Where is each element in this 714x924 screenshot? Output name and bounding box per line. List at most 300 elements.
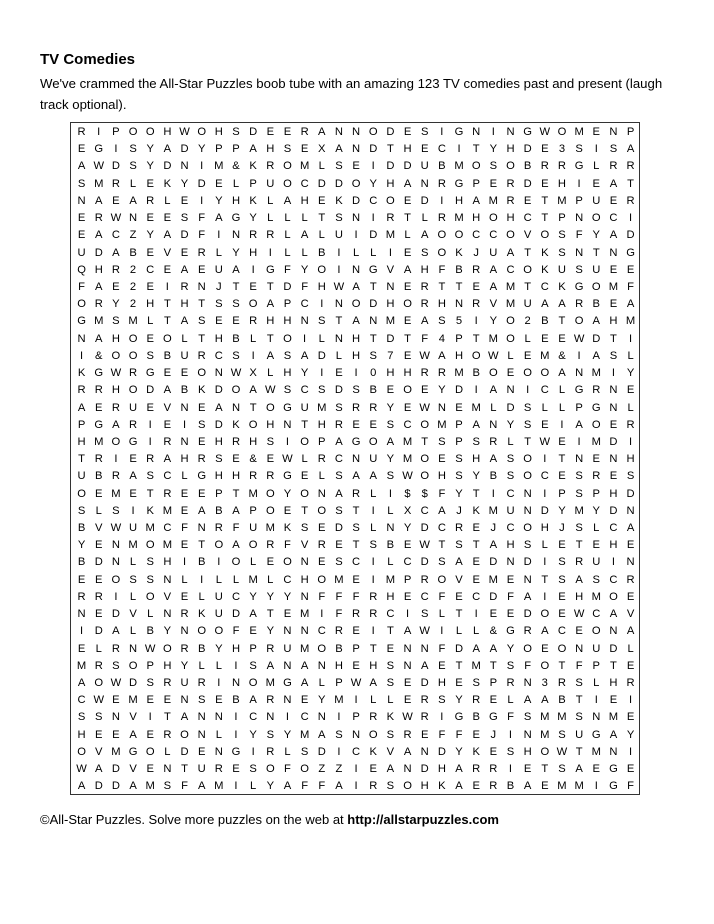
grid-cell: E [403,349,412,362]
grid-cell: & [558,349,566,362]
grid-cell: N [283,625,292,638]
grid-cell: A [95,332,103,345]
grid-cell: M [402,453,413,466]
grid-cell: L [129,556,137,569]
grid-cell: M [317,401,327,414]
grid-cell: T [266,280,274,293]
grid-cell: O [163,332,172,345]
grid-row [71,313,639,330]
grid-cell: S [558,246,566,259]
grid-cell: P [249,504,257,517]
grid-cell: H [609,539,618,552]
grid-cell: N [626,556,635,569]
grid-cell: S [558,229,566,242]
grid-cell: M [454,367,464,380]
grid-cell: R [111,470,120,483]
grid-cell: O [403,780,412,793]
grid-cell: M [265,522,275,535]
grid-cell: B [523,160,532,173]
grid-cell: I [594,780,598,793]
grid-cell: Y [369,177,377,190]
grid-cell: A [541,625,549,638]
grid-cell: L [95,642,102,655]
grid-cell: O [437,229,447,242]
grid-cell: M [385,315,396,328]
grid-cell: M [488,573,498,586]
grid-cell: E [438,453,446,466]
grid-cell: D [420,556,429,569]
grid-cell: E [232,453,240,466]
grid-cell: S [575,470,583,483]
grid-cell: S [420,126,429,138]
grid-cell: H [283,367,292,380]
grid-cell: G [574,160,584,173]
grid-cell: O [265,487,275,500]
grid-cell: O [163,642,172,655]
grid-cell: F [507,590,514,603]
grid-cell: O [214,539,224,552]
grid-cell: O [197,625,207,638]
grid-cell: E [180,487,189,500]
grid-cell: V [626,608,635,621]
grid-cell: I [354,229,358,242]
grid-cell: H [163,556,172,569]
grid-cell: F [284,763,291,776]
grid-cell: D [369,143,378,156]
grid-cell: R [111,177,120,190]
grid-cell: A [558,367,566,380]
grid-cell: L [593,677,600,689]
grid-cell: R [369,780,378,793]
grid-cell: A [232,504,240,517]
grid-cell: R [77,126,86,138]
grid-cell: E [369,763,377,776]
grid-cell: S [455,453,463,466]
grid-cell: R [111,263,120,276]
grid-cell: I [182,556,187,569]
grid-cell: J [456,504,462,517]
grid-cell: S [558,763,566,776]
grid-cell: D [437,745,446,758]
footer-link[interactable]: http://allstarpuzzles.com [347,812,499,827]
grid-cell: E [95,608,103,621]
grid-cell: I [354,367,358,380]
grid-cell: I [508,763,513,776]
grid-cell: A [197,504,206,517]
grid-cell: M [111,745,121,758]
grid-cell: W [419,539,430,552]
grid-cell: F [301,280,309,293]
grid-cell: O [77,745,86,758]
grid-cell: Y [489,143,498,156]
grid-row [71,348,639,365]
grid-cell: H [523,745,532,758]
grid-cell: E [95,573,103,586]
grid-cell: I [200,194,204,207]
grid-cell: N [163,763,172,776]
grid-cell: 3 [541,677,548,689]
grid-cell: P [472,177,480,190]
grid-cell: H [334,659,343,672]
grid-cell: T [558,315,566,328]
grid-cell: E [403,401,412,414]
grid-cell: B [489,470,498,483]
grid-cell: N [214,367,223,380]
grid-cell: E [283,126,292,138]
grid-cell: N [609,401,618,414]
grid-cell: C [592,608,601,621]
grid-cell: V [386,745,395,758]
grid-cell: Y [283,590,292,603]
grid-cell: E [455,677,463,689]
grid-cell: O [557,126,567,138]
grid-cell: O [111,573,121,586]
grid-cell: U [129,401,138,414]
grid-cell: U [180,349,189,362]
grid-cell: I [234,659,238,672]
grid-cell: Y [77,539,86,552]
grid-cell: L [558,401,566,414]
grid-cell: 2 [129,280,137,293]
grid-cell: N [334,332,343,345]
grid-cell: P [558,487,566,500]
grid-cell: R [249,229,258,242]
grid-cell: A [626,625,635,638]
grid-cell: R [575,556,584,569]
grid-cell: C [300,711,309,724]
grid-cell: E [626,539,635,552]
grid-cell: R [334,625,343,638]
grid-cell: T [524,246,532,259]
grid-cell: U [592,642,601,655]
grid-cell: M [334,573,344,586]
grid-cell: H [111,384,120,397]
grid-cell: L [387,694,394,707]
grid-cell: E [283,608,292,621]
grid-cell: U [214,608,223,621]
grid-cell: I [611,367,615,380]
grid-cell: A [541,694,549,707]
grid-cell: L [473,625,480,638]
grid-cell: E [95,539,103,552]
grid-cell: R [249,470,258,483]
grid-cell: T [421,435,429,448]
grid-cell: E [266,556,275,569]
grid-cell: E [129,487,137,500]
grid-row [71,331,639,348]
grid-cell: G [609,763,618,776]
grid-cell: D [369,229,378,242]
grid-cell: A [77,677,86,689]
grid-cell: I [629,332,633,345]
grid-cell: O [128,349,138,362]
grid-cell: I [80,349,84,362]
grid-cell: D [523,177,532,190]
grid-cell: S [438,556,446,569]
grid-cell: E [386,384,395,397]
grid-cell: T [524,280,532,293]
grid-cell: A [249,143,257,156]
grid-cell: K [335,194,343,207]
grid-cell: B [232,694,240,707]
grid-cell: Z [318,763,326,776]
grid-cell: D [609,435,618,448]
grid-cell: T [524,435,532,448]
grid-cell: G [128,745,138,758]
grid-cell: V [95,745,103,758]
grid-cell: V [163,401,172,414]
grid-cell: W [110,212,122,225]
grid-cell: L [250,332,257,345]
grid-cell: S [77,177,86,190]
grid-cell: N [77,332,86,345]
grid-cell: D [420,763,429,776]
grid-cell: M [471,659,481,672]
grid-cell: Y [455,745,463,758]
grid-cell: S [558,556,566,569]
grid-cell: R [369,590,378,603]
grid-cell: A [489,263,498,276]
grid-cell: D [214,418,223,431]
grid-cell: R [592,470,601,483]
grid-cell: K [386,711,395,724]
grid-cell: D [489,556,498,569]
grid-cell: T [352,539,360,552]
grid-cell: A [506,246,515,259]
grid-cell: T [610,332,617,345]
grid-cell: F [438,642,446,655]
grid-cell: R [317,453,326,466]
grid-cell: O [265,401,275,414]
grid-cell: W [282,453,293,466]
footer-text: ©All-Star Puzzles. Solve more puzzles on the web at [40,812,348,827]
grid-cell: R [146,194,155,207]
grid-cell: S [318,315,326,328]
grid-cell: A [626,298,635,311]
grid-cell: T [232,487,240,500]
grid-cell: S [335,401,343,414]
grid-cell: O [128,384,138,397]
grid-cell: W [556,745,568,758]
grid-cell: E [609,418,618,431]
grid-cell: A [489,453,498,466]
grid-cell: N [266,711,275,724]
grid-cell: A [180,315,189,328]
grid-cell: L [250,780,257,793]
grid-cell: S [420,246,429,259]
grid-cell: M [248,573,258,586]
grid-cell: 4 [438,332,445,345]
grid-cell: R [197,677,206,689]
grid-cell: N [609,126,618,138]
grid-cell: O [197,126,207,138]
grid-cell: N [300,590,309,603]
grid-cell: A [455,556,463,569]
grid-cell: A [232,263,240,276]
grid-cell: P [455,435,463,448]
grid-cell: C [609,573,618,586]
grid-cell: E [420,728,429,741]
grid-row [71,486,639,503]
grid-cell: R [626,573,635,586]
grid-cell: C [506,487,515,500]
grid-cell: A [386,435,395,448]
grid-cell: E [112,728,120,741]
grid-cell: L [370,487,377,500]
grid-cell: S [335,470,343,483]
grid-cell: L [593,522,600,535]
grid-cell: U [523,298,532,311]
grid-cell: W [93,694,105,707]
grid-cell: H [437,677,446,689]
grid-row [71,434,639,451]
grid-row [71,692,639,709]
grid-cell: S [215,453,223,466]
grid-cell: E [95,728,103,741]
grid-cell: E [592,453,600,466]
grid-cell: U [214,590,223,603]
grid-cell: H [214,470,223,483]
grid-cell: O [437,246,447,259]
grid-cell: R [369,401,378,414]
grid-cell: M [557,194,567,207]
grid-cell: A [575,573,583,586]
grid-cell: N [180,401,189,414]
grid-cell: P [249,642,257,655]
grid-cell: A [163,143,172,156]
grid-cell: N [283,659,292,672]
grid-cell: R [437,177,446,190]
grid-cell: O [506,315,515,328]
grid-cell: M [299,160,310,173]
grid-cell: C [609,522,618,535]
grid-cell: L [627,401,634,414]
grid-cell: I [354,780,358,793]
grid-cell: I [594,694,598,707]
grid-cell: N [231,229,241,242]
grid-cell: H [214,126,223,138]
grid-cell: A [386,763,395,776]
grid-cell: S [335,212,343,225]
grid-cell: O [111,435,121,448]
grid-cell: T [163,315,171,328]
grid-cell: V [523,229,532,242]
grid-cell: I [594,143,598,156]
grid-cell: K [77,367,86,380]
grid-cell: & [249,453,257,466]
word-search-grid [70,122,640,795]
grid-cell: V [129,608,137,621]
grid-cell: I [303,332,307,345]
grid-cell: N [420,745,429,758]
grid-cell: S [386,418,395,431]
grid-cell: A [335,143,343,156]
grid-cell: 5 [455,315,463,328]
grid-cell: N [523,487,532,500]
grid-row [71,658,639,675]
grid-cell: L [198,590,205,603]
grid-cell: D [317,177,326,190]
grid-cell: C [300,298,309,311]
grid-cell: F [198,212,206,225]
grid-row [71,262,639,279]
grid-cell: F [507,711,514,724]
grid-cell: C [472,229,481,242]
grid-cell: T [78,453,85,466]
grid-cell: S [180,212,189,225]
grid-cell: T [472,539,480,552]
grid-cell: C [334,453,343,466]
grid-cell: L [250,556,257,569]
grid-cell: O [197,367,207,380]
grid-cell: T [198,539,206,552]
grid-cell: H [386,367,395,380]
footer [40,812,499,827]
grid-cell: H [231,642,241,655]
grid-cell: D [420,677,429,689]
grid-cell: I [354,763,358,776]
grid-cell: N [180,694,189,707]
grid-cell: R [506,677,515,689]
grid-cell: C [437,143,446,156]
grid-cell: O [488,212,498,225]
grid-cell: S [523,418,532,431]
grid-cell: T [386,625,394,638]
grid-cell: P [335,677,343,689]
grid-cell: N [575,212,584,225]
grid-cell: R [626,418,635,431]
grid-cell: O [540,745,550,758]
grid-cell: I [577,435,581,448]
grid-cell: H [575,590,584,603]
grid-cell: A [112,418,120,431]
grid-cell: E [403,126,412,138]
grid-cell: N [403,659,412,672]
grid-cell: H [214,435,223,448]
grid-cell: S [506,745,515,758]
grid-cell: E [403,280,412,293]
grid-cell: E [197,487,206,500]
grid-cell: O [609,590,618,603]
grid-cell: H [111,332,120,345]
grid-cell: R [557,677,566,689]
grid-cell: A [283,780,292,793]
grid-cell: D [94,780,103,793]
grid-cell: B [541,315,549,328]
grid-cell: C [214,349,223,362]
grid-cell: S [146,470,154,483]
grid-cell: M [76,659,87,672]
grid-cell: A [215,401,223,414]
grid-cell: S [335,556,343,569]
grid-cell: I [148,711,152,724]
grid-cell: E [77,642,86,655]
grid-cell: D [214,384,223,397]
grid-cell: U [506,504,515,517]
grid-cell: H [77,435,86,448]
grid-cell: E [180,194,189,207]
grid-cell: E [541,418,549,431]
grid-cell: E [438,659,446,672]
grid-cell: M [385,573,396,586]
grid-cell: D [283,280,292,293]
grid-cell: D [386,160,395,173]
grid-cell: N [334,298,343,311]
grid-cell: E [541,332,549,345]
grid-cell: E [403,590,412,603]
grid-row [71,709,639,726]
grid-cell: L [507,349,514,362]
